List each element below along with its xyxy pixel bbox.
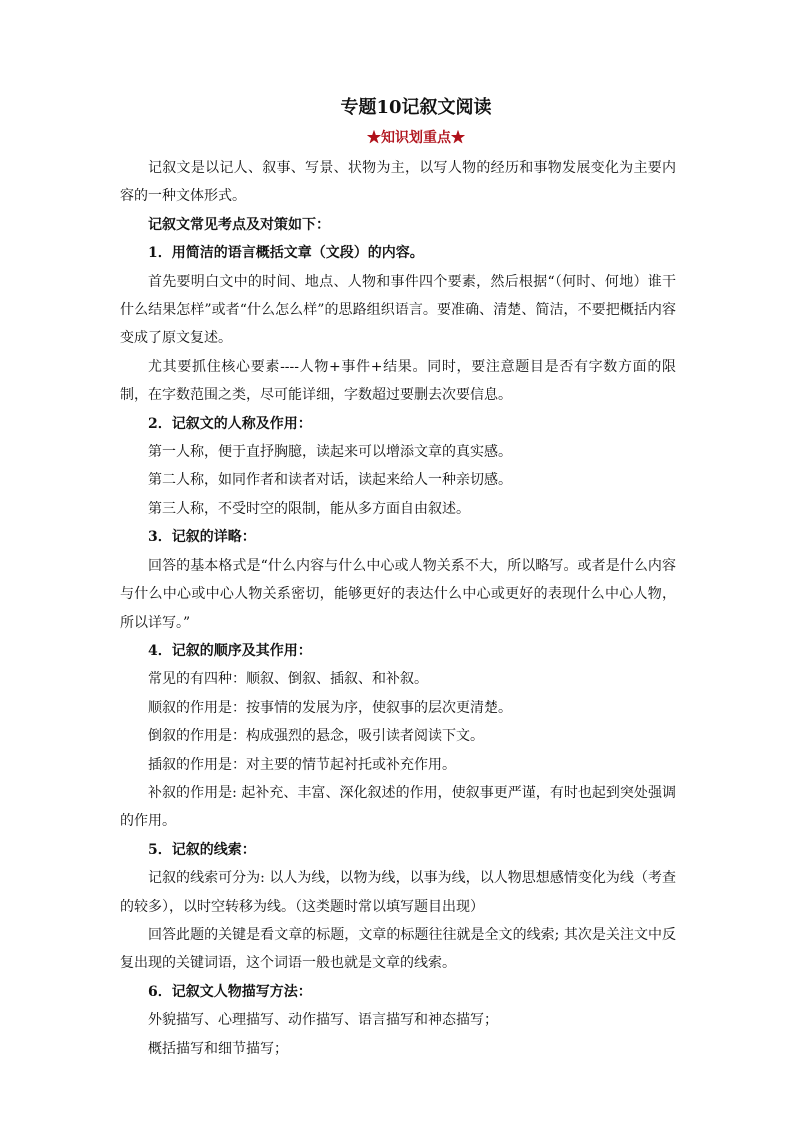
section-subtitle: ★知识划重点★ (367, 130, 465, 146)
paragraph: 补叙的作用是: 起补充、丰富、深化叙述的作用，使叙事更严谨，有时也起到突处强调的作用。 (120, 784, 676, 830)
section-heading: 记叙文常见考点及对策如下： (148, 216, 330, 233)
paragraph: 回答的基本格式是“什么内容与什么中心或人物关系不大，所以略写。或者是什么内容与什么中心或中心人物关系密切，能够更好的表达什么中心或更好的表现什么中心人物，所以详写。” (120, 557, 676, 631)
section-heading: 6．记叙文人物描写方法： (148, 983, 312, 1000)
paragraph: 插叙的作用是：对主要的情节起衬托或补充作用。 (148, 756, 456, 773)
paragraph: 外貌描写、心理描写、动作描写、语言描写和神态描写； (148, 1012, 498, 1029)
paragraph: 记叙的线索可分为: 以人为线，以物为线，以事为线，以人物思想感情变化为线（考查的较多），以时空转移为线。（这类题时常以填写题目出现） (120, 870, 676, 915)
paragraph: 倒叙的作用是：构成强烈的悬念，吸引读者阅读下文。 (148, 728, 484, 745)
section-heading: 1．用简洁的语言概括文章（文段）的内容。 (148, 245, 424, 262)
paragraph: 回答此题的关键是看文章的标题，文章的标题往往就是全文的线索; 其次是关注文中反复出现的关键词语，这个词语一般也就是文章的线索。 (120, 926, 676, 972)
paragraph: 首先要明白文中的时间、地点、人物和事件四个要素，然后根据“（何时、何地）谁干什么结果怎样”或者“什么怎么样”的思路组织语言。要准确、清楚、简洁，不要把概括内容变成了原文复述。 (120, 273, 676, 347)
paragraph: 第一人称，便于直抒胸臆，读起来可以增添文章的真实感。 (148, 444, 512, 461)
paragraph: 第三人称，不受时空的限制，能从多方面自由叙述。 (148, 500, 470, 517)
paragraph: 常见的有四种：顺叙、倒叙、插叙、和补叙。 (148, 671, 428, 688)
document-title: 专题10记叙文阅读 (340, 97, 492, 118)
paragraph: 第二人称，如同作者和读者对话，读起来给人一种亲切感。 (148, 472, 512, 489)
paragraph: 顺叙的作用是：按事情的发展为序，使叙事的层次更清楚。 (148, 699, 512, 716)
section-heading: 3．记叙的详略： (148, 529, 256, 546)
document-content (120, 94, 676, 1063)
section-heading: 2．记叙文的人称及作用： (148, 415, 312, 432)
section-heading: 4．记叙的顺序及其作用： (148, 642, 312, 659)
paragraph: 概括描写和细节描写； (148, 1040, 288, 1057)
paragraph: 记叙文是以记人、叙事、写景、状物为主，以写人物的经历和事物发展变化为主要内容的一种文体形式。 (120, 160, 676, 205)
section-heading: 5．记叙的线索： (148, 841, 256, 858)
paragraph: 尤其要抓住核心要素----人物+事件+结果。同时，要注意题目是否有字数方面的限制，在字数范围之类，尽可能详细，字数超过要删去次要信息。 (120, 358, 676, 404)
